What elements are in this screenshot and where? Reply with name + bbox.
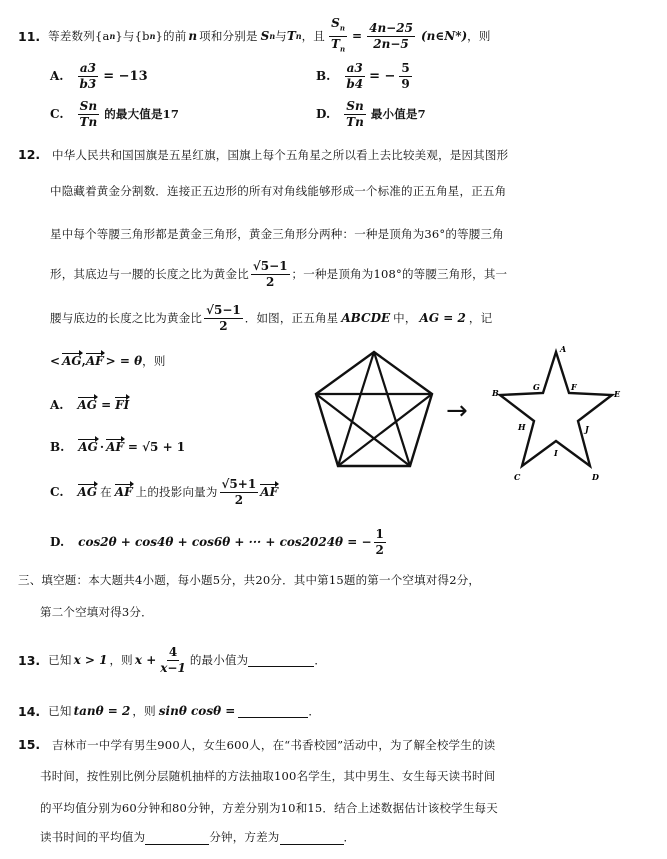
q11-option-a[interactable]: A. $\frac{a3}{b3}$ = −13 (50, 60, 148, 91)
q14: 14. 已知 tanθ = 2 ，则 sinθ cosθ = ． (18, 703, 321, 719)
q11-condition: (n∈N*) (420, 29, 468, 43)
q12-line-6: < AG , AF > = θ ，则 (50, 354, 166, 368)
label-C: C (514, 472, 521, 482)
q14-answer-blank[interactable] (238, 705, 308, 718)
transform-arrow: → (446, 396, 468, 426)
q11-text-a: 等差数列{a (48, 29, 110, 43)
label-J: J (585, 424, 589, 434)
q12-option-c[interactable]: C. AG 在 AF 上的投影向量为 $\frac{√5+1}{2}$ AF (50, 476, 279, 507)
label-E: E (614, 389, 621, 399)
q11-option-c[interactable]: C. $\frac{Sn}{Tn}$ 的最大值是17 (50, 98, 180, 129)
q11-option-d[interactable]: D. $\frac{Sn}{Tn}$ 最小值是7 (316, 98, 426, 129)
label-D: D (592, 472, 599, 482)
q12-line-5: 腰与底边的长度之比为黄金比 $\frac{√5-1}{2}$ ．如图，正五角星 ABCDE 中， AG = 2 ，记 (50, 302, 493, 333)
q11-formula-fraction: $\frac{4n-25}{2n-5}$ (369, 20, 413, 51)
label-H: H (518, 422, 526, 432)
q11-option-b[interactable]: B. $\frac{a3}{b4}$ = − $\frac{5}{9}$ (316, 60, 410, 91)
q12-line-2: 中隐藏着黄金分割数．连接正五边形的所有对角线能够形成一个标准的正五角星，正五角 (50, 184, 507, 198)
pentagon-figure (312, 348, 436, 472)
section-3-heading: 三、填空题：本大题共4小题，每小题5分，共20分．其中第15题的第一个空填对得2分， (18, 573, 481, 587)
label-A: A (560, 344, 567, 354)
star-figure (490, 340, 630, 490)
label-I: I (554, 448, 558, 458)
q11-ratio-fraction: $\frac{S_n}{T_n}$ (331, 16, 346, 53)
section-3-heading-cont: 第二个空填对得3分． (40, 605, 153, 619)
q11-stem: 11. 等差数列{a n }与{b n }的前 n 项和分别是 S n 与 T n ，且 $\frac{S_n}{T_n}$ = $\frac{4n-25}{2n-5}$ (n∈N*) ，则 (18, 18, 491, 54)
label-G: G (533, 382, 540, 392)
q15-line-4: 读书时间的平均值为 分钟，方差为 ． (40, 830, 356, 844)
q15-mean-blank[interactable] (145, 832, 209, 845)
q15-variance-blank[interactable] (280, 832, 344, 845)
label-F: F (571, 382, 577, 392)
q15-line-1: 15. 吉林市一中学有男生900人，女生600人，在“书香校园”活动中，为了解全校学生的读 (18, 737, 496, 752)
q12-line-4: 形，其底边与一腰的长度之比为黄金比 $\frac{√5-1}{2}$ ；一种是顶角为108°的等腰三角形，其一 (50, 258, 508, 289)
q12-line-3: 星中每个等腰三角形都是黄金三角形，黄金三角形分两种：一种是顶角为36°的等腰三角 (50, 227, 504, 241)
q11-number: 11. (18, 28, 41, 44)
q12-option-b[interactable]: B. AG · AF = √5 + 1 (50, 440, 186, 454)
q13-number: 13. (18, 652, 41, 668)
q14-number: 14. (18, 703, 41, 719)
q12-option-d[interactable]: D. cos2θ + cos4θ + cos6θ + ··· + cos2024θ = − $\frac{1}{2}$ (50, 526, 384, 557)
q15-line-2: 书时间，按性别比例分层随机抽样的方法抽取100名学生，其中男生、女生每天读书时间 (40, 769, 496, 783)
q12-option-a[interactable]: A. AG = FI (50, 398, 130, 412)
q15-line-3: 的平均值分别为60分钟和80分钟，方差分别为10和15．结合上述数据估计该校学生每天 (40, 801, 498, 815)
q12-line-1: 12. 中华人民共和国国旗是五星红旗，国旗上每个五角星之所以看上去比较美观，是因其图形 (18, 147, 509, 162)
label-B: B (492, 388, 499, 398)
q12-number: 12. (18, 147, 41, 162)
q15-number: 15. (18, 737, 41, 752)
q13-answer-blank[interactable] (248, 654, 314, 667)
golden-ratio-fraction: $\frac{√5-1}{2}$ (252, 258, 288, 289)
q13: 13. 已知 x > 1 ，则 x + $\frac{4}{x-1}$ 的最小值为 ． (18, 644, 327, 675)
pentagon-outline (316, 352, 432, 466)
